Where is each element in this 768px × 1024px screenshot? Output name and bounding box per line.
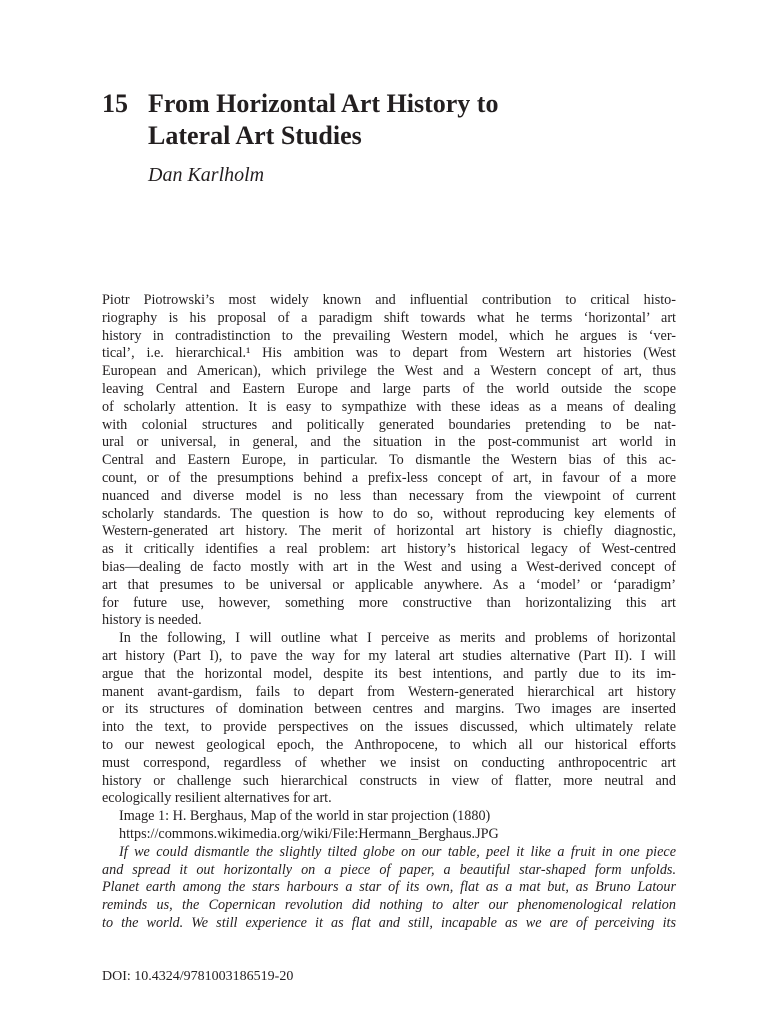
chapter-title [148, 88, 498, 152]
body-line: Planet earth among the stars harbours a star of its own, flat as a mat but, as Bruno Latour [102, 879, 676, 896]
body-line: and spread it out horizontally on a piece of paper, a beautiful star-shaped form unfolds. [102, 861, 676, 878]
body-line: count, or of the presumptions behind a prefix-less concept of art, in favour of a more [102, 469, 676, 486]
body-line: nuanced and diverse model is no less than necessary from the viewpoint of current [102, 487, 676, 504]
chapter-title-line: Lateral Art Studies [148, 121, 362, 150]
chapter-author: Dan Karlholm [148, 164, 265, 186]
body-line: of scholarly attention. It is easy to sympathize with these ideas as a means of dealing [102, 398, 676, 415]
doi-footer: DOI: 10.4324/9781003186519-20 [102, 969, 294, 984]
body-line: If we could dismantle the slightly tilted globe on our table, peel it like a fruit in one piece [119, 843, 676, 860]
body-line: leaving Central and Eastern Europe and large parts of the world outside the scope [102, 380, 676, 397]
body-line: for future use, however, something more constructive than horizontalizing this art [102, 594, 676, 611]
body-line: bias—dealing de facto mostly with art in the West and using a West-derived concept of [102, 558, 676, 575]
body-line: history in contradistinction to the prevailing Western model, which he argues is ‘ver- [102, 327, 676, 344]
body-line: art that presumes to be universal or applicable anywhere. As a ‘model’ or ‘paradigm’ [102, 576, 676, 593]
chapter-heading [102, 88, 702, 188]
body-line: riography is his proposal of a paradigm shift towards what he terms ‘horizontal’ art [102, 309, 676, 326]
body-line: history is needed. [102, 612, 202, 629]
body-line: reminds us, the Copernican revolution did nothing to alter our phenomenological relation [102, 897, 676, 914]
body-line: European and American), which privilege the West and a Western concept of art, thus [102, 363, 676, 380]
body-line: to our newest geological epoch, the Anthropocene, to which all our historical efforts [102, 736, 676, 753]
body-line: to the world. We still experience it as flat and still, incapable as we are of perceiving its [102, 914, 676, 931]
body-line: tical’, i.e. hierarchical.¹ His ambition was to depart from Western art histories (West [102, 345, 676, 362]
body-line: as it critically identifies a real problem: art history’s historical legacy of West-centred [102, 541, 676, 558]
body-line: into the text, to provide perspectives on the issues discussed, which ultimately relate [102, 719, 676, 736]
body-line: manent avant-gardism, fails to depart from Western-generated hierarchical art history [102, 683, 676, 700]
body-line: scholarly standards. The question is how to do so, without reproducing key elements of [102, 505, 676, 522]
body-line: Western-generated art history. The merit of horizontal art history is chiefly diagnostic, [102, 523, 676, 540]
body-line: ural or universal, in general, and the situation in the post-communist art world in [102, 434, 676, 451]
body-line: with colonial structures and politically generated boundaries pretending to be nat- [102, 416, 676, 433]
body-line: history or challenge such hierarchical constructs in view of flatter, more neutral and [102, 772, 676, 789]
body-line: or its structures of domination between centres and margins. Two images are inserted [102, 701, 676, 718]
chapter-title-line: From Horizontal Art History to [148, 89, 499, 118]
body-line: argue that the horizontal model, despite its best intentions, and partly due to its im- [102, 665, 676, 682]
body-line: Image 1: H. Berghaus, Map of the world in star projection (1880) [119, 808, 491, 825]
body-line: must correspond, regardless of whether we insist on conducting anthropocentric art [102, 754, 676, 771]
body-text [102, 292, 676, 933]
body-line: https://commons.wikimedia.org/wiki/File:Hermann_Berghaus.JPG [119, 825, 499, 842]
body-line: In the following, I will outline what I perceive as merits and problems of horizontal [119, 630, 676, 647]
body-line: art history (Part I), to pave the way for my lateral art studies alternative (Part II). I will [102, 647, 676, 664]
chapter-number: 15 [102, 89, 128, 118]
body-line: ecologically resilient alternatives for art. [102, 790, 332, 807]
body-line: Piotr Piotrowski’s most widely known and influential contribution to critical histo- [102, 292, 676, 308]
body-line: Central and Eastern Europe, in particular. To dismantle the Western bias of this ac- [102, 452, 676, 469]
